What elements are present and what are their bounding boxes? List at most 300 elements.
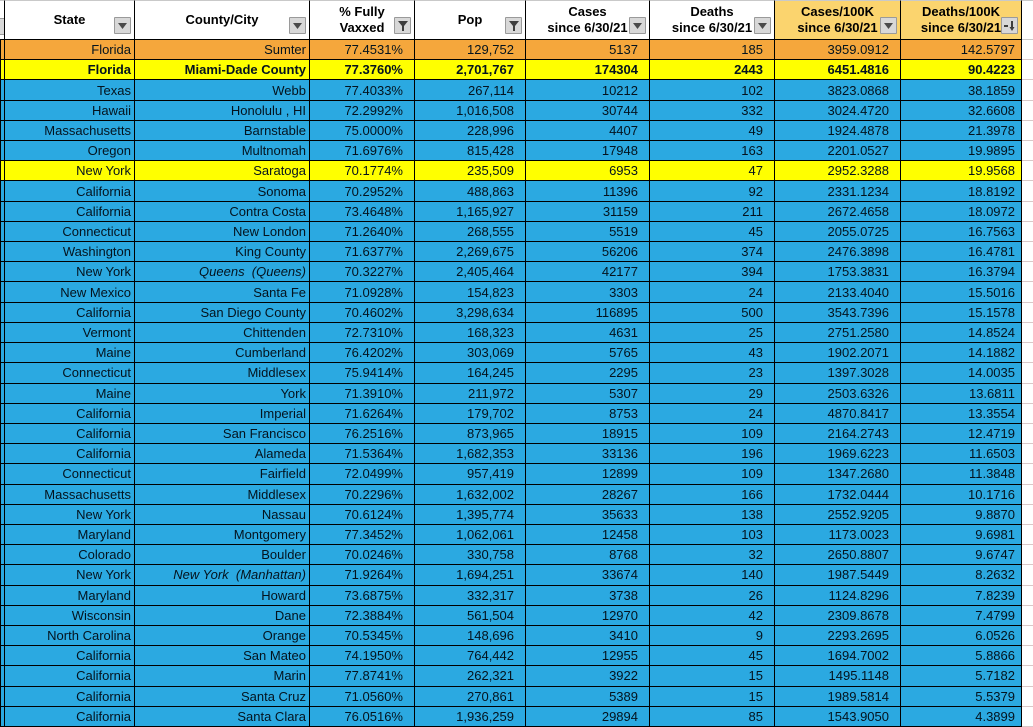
cell-state[interactable]: Connecticut — [5, 464, 135, 484]
cell-deaths_100k[interactable]: 9.6981 — [901, 525, 1022, 545]
cell-deaths[interactable]: 211 — [650, 202, 775, 222]
cell-deaths_100k[interactable]: 19.9568 — [901, 161, 1022, 181]
cell-cases_100k[interactable]: 4870.8417 — [775, 404, 901, 424]
cell-deaths[interactable]: 9 — [650, 626, 775, 646]
cell-county[interactable]: San Mateo — [135, 646, 310, 666]
cell-county[interactable]: Queens (Queens) — [135, 262, 310, 282]
cell-deaths_100k[interactable]: 11.6503 — [901, 444, 1022, 464]
cell-cases_100k[interactable]: 1543.9050 — [775, 707, 901, 727]
cell-vaxxed[interactable]: 71.2640% — [310, 222, 415, 242]
cell-county[interactable]: Sonoma — [135, 181, 310, 201]
cell-pop[interactable]: 267,114 — [415, 80, 526, 100]
cell-cases[interactable]: 29894 — [526, 707, 650, 727]
cell-cases_100k[interactable]: 2751.2580 — [775, 323, 901, 343]
cell-cases[interactable]: 8768 — [526, 545, 650, 565]
cell-cases_100k[interactable]: 2650.8807 — [775, 545, 901, 565]
cell-cases_100k[interactable]: 3024.4720 — [775, 101, 901, 121]
cell-state[interactable]: New York — [5, 262, 135, 282]
cell-vaxxed[interactable]: 70.2296% — [310, 485, 415, 505]
cell-deaths_100k[interactable]: 4.3899 — [901, 707, 1022, 727]
cell-deaths[interactable]: 196 — [650, 444, 775, 464]
cell-state[interactable]: New York — [5, 565, 135, 585]
cell-deaths[interactable]: 140 — [650, 565, 775, 585]
header-label: County/City — [185, 12, 259, 27]
header-pop[interactable] — [415, 0, 526, 40]
cell-deaths_100k[interactable]: 18.0972 — [901, 202, 1022, 222]
cell-deaths_100k[interactable]: 5.8866 — [901, 646, 1022, 666]
cell-deaths[interactable]: 23 — [650, 363, 775, 383]
cell-county[interactable]: Marin — [135, 666, 310, 686]
cell-deaths_100k[interactable]: 18.8192 — [901, 181, 1022, 201]
cell-vaxxed[interactable]: 70.4602% — [310, 303, 415, 323]
cell-state[interactable]: California — [5, 666, 135, 686]
cell-vaxxed[interactable]: 75.9414% — [310, 363, 415, 383]
cell-county[interactable]: Chittenden — [135, 323, 310, 343]
cell-deaths_100k[interactable]: 21.3978 — [901, 121, 1022, 141]
cell-state[interactable]: California — [5, 444, 135, 464]
cell-cases_100k[interactable]: 2164.2743 — [775, 424, 901, 444]
cell-pop[interactable]: 1,682,353 — [415, 444, 526, 464]
cell-deaths_100k[interactable]: 13.6811 — [901, 384, 1022, 404]
cell-deaths[interactable]: 109 — [650, 424, 775, 444]
header-label: Deaths — [690, 4, 734, 19]
cell-vaxxed[interactable]: 71.9264% — [310, 565, 415, 585]
cell-state[interactable]: New York — [5, 161, 135, 181]
cell-cases[interactable]: 3410 — [526, 626, 650, 646]
cell-cases[interactable]: 12955 — [526, 646, 650, 666]
cell-state[interactable]: Hawaii — [5, 101, 135, 121]
cell-cases[interactable]: 42177 — [526, 262, 650, 282]
cell-pop[interactable]: 303,069 — [415, 343, 526, 363]
cell-pop[interactable]: 957,419 — [415, 464, 526, 484]
cell-vaxxed[interactable]: 72.2992% — [310, 101, 415, 121]
cell-pop[interactable]: 330,758 — [415, 545, 526, 565]
cell-pop[interactable]: 268,555 — [415, 222, 526, 242]
cell-deaths_100k[interactable]: 14.1882 — [901, 343, 1022, 363]
cell-vaxxed[interactable]: 71.6377% — [310, 242, 415, 262]
cell-county[interactable]: York — [135, 384, 310, 404]
cell-cases[interactable]: 5765 — [526, 343, 650, 363]
cell-vaxxed[interactable]: 77.3760% — [310, 60, 415, 80]
cell-state[interactable]: Maryland — [5, 525, 135, 545]
cell-deaths_100k[interactable]: 90.4223 — [901, 60, 1022, 80]
cell-county[interactable]: Saratoga — [135, 161, 310, 181]
header-label: since 6/30/21 — [920, 20, 1002, 35]
cell-cases_100k[interactable]: 2952.3288 — [775, 161, 901, 181]
cell-cases[interactable]: 31159 — [526, 202, 650, 222]
cell-cases_100k[interactable]: 2309.8678 — [775, 606, 901, 626]
cell-county[interactable]: San Francisco — [135, 424, 310, 444]
cell-vaxxed[interactable]: 73.4648% — [310, 202, 415, 222]
cell-deaths_100k[interactable]: 14.0035 — [901, 363, 1022, 383]
cell-cases[interactable]: 11396 — [526, 181, 650, 201]
cell-pop[interactable]: 168,323 — [415, 323, 526, 343]
cell-county[interactable]: Boulder — [135, 545, 310, 565]
cell-deaths[interactable]: 26 — [650, 586, 775, 606]
cell-state[interactable]: Massachusetts — [5, 121, 135, 141]
cell-cases[interactable]: 18915 — [526, 424, 650, 444]
cell-state[interactable]: California — [5, 303, 135, 323]
cell-vaxxed[interactable]: 70.3227% — [310, 262, 415, 282]
cell-deaths[interactable]: 47 — [650, 161, 775, 181]
cell-state[interactable]: Colorado — [5, 545, 135, 565]
cell-pop[interactable]: 1,936,259 — [415, 707, 526, 727]
cell-deaths_100k[interactable]: 14.8524 — [901, 323, 1022, 343]
cell-county[interactable]: San Diego County — [135, 303, 310, 323]
cell-state[interactable]: Oregon — [5, 141, 135, 161]
cell-deaths_100k[interactable]: 5.7182 — [901, 666, 1022, 686]
cell-deaths_100k[interactable]: 8.2632 — [901, 565, 1022, 585]
cell-cases_100k[interactable]: 2552.9205 — [775, 505, 901, 525]
cell-deaths_100k[interactable]: 9.6747 — [901, 545, 1022, 565]
cell-county[interactable]: Fairfield — [135, 464, 310, 484]
cell-county[interactable]: Santa Fe — [135, 282, 310, 302]
cell-cases[interactable]: 116895 — [526, 303, 650, 323]
cell-vaxxed[interactable]: 72.0499% — [310, 464, 415, 484]
cell-cases[interactable]: 17948 — [526, 141, 650, 161]
cell-state[interactable]: Connecticut — [5, 363, 135, 383]
cell-deaths[interactable]: 185 — [650, 40, 775, 60]
cell-cases_100k[interactable]: 1124.8296 — [775, 586, 901, 606]
cell-cases_100k[interactable]: 1989.5814 — [775, 687, 901, 707]
cell-deaths_100k[interactable]: 13.3554 — [901, 404, 1022, 424]
cell-vaxxed[interactable]: 70.5345% — [310, 626, 415, 646]
row-right-margin — [1022, 444, 1033, 464]
cell-pop[interactable]: 154,823 — [415, 282, 526, 302]
cell-state[interactable]: Florida — [5, 40, 135, 60]
cell-deaths_100k[interactable]: 6.0526 — [901, 626, 1022, 646]
cell-county[interactable]: New York (Manhattan) — [135, 565, 310, 585]
cell-pop[interactable]: 3,298,634 — [415, 303, 526, 323]
cell-county[interactable]: Alameda — [135, 444, 310, 464]
cell-cases_100k[interactable]: 1902.2071 — [775, 343, 901, 363]
cell-county[interactable]: New London — [135, 222, 310, 242]
cell-pop[interactable]: 270,861 — [415, 687, 526, 707]
cell-deaths[interactable]: 374 — [650, 242, 775, 262]
cell-deaths_100k[interactable]: 15.1578 — [901, 303, 1022, 323]
cell-vaxxed[interactable]: 77.4033% — [310, 80, 415, 100]
dropdown-icon[interactable] — [289, 17, 306, 34]
cell-deaths_100k[interactable]: 142.5797 — [901, 40, 1022, 60]
cell-pop[interactable]: 488,863 — [415, 181, 526, 201]
cell-cases[interactable]: 12970 — [526, 606, 650, 626]
cell-deaths[interactable]: 394 — [650, 262, 775, 282]
cell-vaxxed[interactable]: 76.0516% — [310, 707, 415, 727]
cell-deaths_100k[interactable]: 12.4719 — [901, 424, 1022, 444]
cell-cases_100k[interactable]: 3959.0912 — [775, 40, 901, 60]
cell-vaxxed[interactable]: 71.6264% — [310, 404, 415, 424]
cell-vaxxed[interactable]: 73.6875% — [310, 586, 415, 606]
cell-cases_100k[interactable]: 3823.0868 — [775, 80, 901, 100]
cell-cases_100k[interactable]: 2293.2695 — [775, 626, 901, 646]
cell-state[interactable]: Washington — [5, 242, 135, 262]
cell-vaxxed[interactable]: 75.0000% — [310, 121, 415, 141]
cell-cases_100k[interactable]: 1694.7002 — [775, 646, 901, 666]
cell-deaths_100k[interactable]: 16.3794 — [901, 262, 1022, 282]
cell-deaths[interactable]: 29 — [650, 384, 775, 404]
cell-cases_100k[interactable]: 2331.1234 — [775, 181, 901, 201]
cell-deaths[interactable]: 103 — [650, 525, 775, 545]
cell-deaths_100k[interactable]: 32.6608 — [901, 101, 1022, 121]
cell-pop[interactable]: 2,269,675 — [415, 242, 526, 262]
cell-cases[interactable]: 4407 — [526, 121, 650, 141]
cell-vaxxed[interactable]: 70.2952% — [310, 181, 415, 201]
cell-county[interactable]: Honolulu , HI — [135, 101, 310, 121]
sort-desc-icon[interactable] — [1001, 17, 1018, 34]
cell-cases[interactable]: 33136 — [526, 444, 650, 464]
cell-vaxxed[interactable]: 71.0928% — [310, 282, 415, 302]
dropdown-icon[interactable] — [880, 17, 897, 34]
cell-cases_100k[interactable]: 1732.0444 — [775, 485, 901, 505]
cell-state[interactable]: Maryland — [5, 586, 135, 606]
cell-county[interactable]: Orange — [135, 626, 310, 646]
cell-state[interactable]: California — [5, 646, 135, 666]
dropdown-icon[interactable] — [629, 17, 646, 34]
cell-vaxxed[interactable]: 77.4531% — [310, 40, 415, 60]
cell-deaths_100k[interactable]: 16.4781 — [901, 242, 1022, 262]
cell-vaxxed[interactable]: 77.8741% — [310, 666, 415, 686]
cell-county[interactable]: Montgomery — [135, 525, 310, 545]
cell-deaths[interactable]: 109 — [650, 464, 775, 484]
header-deaths_100k[interactable] — [901, 0, 1022, 40]
cell-pop[interactable]: 815,428 — [415, 141, 526, 161]
cell-county[interactable]: Multnomah — [135, 141, 310, 161]
cell-county[interactable]: Santa Cruz — [135, 687, 310, 707]
cell-state[interactable]: California — [5, 687, 135, 707]
cell-cases[interactable]: 5389 — [526, 687, 650, 707]
cell-state[interactable]: California — [5, 424, 135, 444]
cell-state[interactable]: California — [5, 181, 135, 201]
cell-cases[interactable]: 5137 — [526, 40, 650, 60]
cell-deaths[interactable]: 24 — [650, 404, 775, 424]
header-label: since 6/30/21 — [547, 20, 628, 35]
cell-pop[interactable]: 1,395,774 — [415, 505, 526, 525]
cell-county[interactable]: Miami-Dade County — [135, 60, 310, 80]
cell-state[interactable]: Maine — [5, 384, 135, 404]
cell-deaths[interactable]: 85 — [650, 707, 775, 727]
cell-deaths_100k[interactable]: 16.7563 — [901, 222, 1022, 242]
cell-cases_100k[interactable]: 1495.1148 — [775, 666, 901, 686]
header-state[interactable] — [5, 0, 135, 40]
cell-cases_100k[interactable]: 2133.4040 — [775, 282, 901, 302]
cell-county[interactable]: Middlesex — [135, 363, 310, 383]
cell-deaths[interactable]: 102 — [650, 80, 775, 100]
cell-deaths[interactable]: 24 — [650, 282, 775, 302]
cell-vaxxed[interactable]: 70.6124% — [310, 505, 415, 525]
cell-cases[interactable]: 3303 — [526, 282, 650, 302]
cell-cases_100k[interactable]: 1969.6223 — [775, 444, 901, 464]
cell-vaxxed[interactable]: 71.0560% — [310, 687, 415, 707]
cell-cases[interactable]: 6953 — [526, 161, 650, 181]
cell-vaxxed[interactable]: 74.1950% — [310, 646, 415, 666]
cell-deaths[interactable]: 15 — [650, 666, 775, 686]
cell-pop[interactable]: 1,062,061 — [415, 525, 526, 545]
cell-county[interactable]: Barnstable — [135, 121, 310, 141]
cell-cases[interactable]: 3922 — [526, 666, 650, 686]
cell-cases_100k[interactable]: 2476.3898 — [775, 242, 901, 262]
cell-state[interactable]: California — [5, 202, 135, 222]
row-right-margin — [1022, 687, 1033, 707]
cell-cases_100k[interactable]: 3543.7396 — [775, 303, 901, 323]
cell-deaths[interactable]: 43 — [650, 343, 775, 363]
cell-deaths[interactable]: 138 — [650, 505, 775, 525]
cell-pop[interactable]: 2,405,464 — [415, 262, 526, 282]
header-cases[interactable] — [526, 0, 650, 40]
cell-county[interactable]: Nassau — [135, 505, 310, 525]
cell-deaths[interactable]: 45 — [650, 646, 775, 666]
cell-state[interactable]: New York — [5, 505, 135, 525]
cell-cases[interactable]: 4631 — [526, 323, 650, 343]
cell-state[interactable]: California — [5, 404, 135, 424]
cell-state[interactable]: Vermont — [5, 323, 135, 343]
row-right-margin — [1022, 343, 1033, 363]
header-county[interactable] — [135, 0, 310, 40]
cell-cases[interactable]: 33674 — [526, 565, 650, 585]
cell-county[interactable]: Howard — [135, 586, 310, 606]
cell-cases[interactable]: 12458 — [526, 525, 650, 545]
cell-deaths_100k[interactable]: 10.1716 — [901, 485, 1022, 505]
cell-deaths[interactable]: 332 — [650, 101, 775, 121]
cell-deaths[interactable]: 49 — [650, 121, 775, 141]
cell-state[interactable]: Texas — [5, 80, 135, 100]
cell-pop[interactable]: 129,752 — [415, 40, 526, 60]
cell-pop[interactable]: 211,972 — [415, 384, 526, 404]
cell-deaths_100k[interactable]: 5.5379 — [901, 687, 1022, 707]
cell-vaxxed[interactable]: 71.5364% — [310, 444, 415, 464]
cell-cases[interactable]: 2295 — [526, 363, 650, 383]
row-right-margin — [1022, 80, 1033, 100]
cell-deaths[interactable]: 45 — [650, 222, 775, 242]
cell-pop[interactable]: 1,165,927 — [415, 202, 526, 222]
cell-deaths_100k[interactable]: 15.5016 — [901, 282, 1022, 302]
header-label: State — [53, 12, 86, 27]
cell-cases_100k[interactable]: 1173.0023 — [775, 525, 901, 545]
cell-deaths[interactable]: 25 — [650, 323, 775, 343]
cell-deaths[interactable]: 92 — [650, 181, 775, 201]
header-label: since 6/30/21 — [671, 20, 753, 35]
cell-county[interactable]: King County — [135, 242, 310, 262]
cell-cases[interactable]: 35633 — [526, 505, 650, 525]
cell-pop[interactable]: 332,317 — [415, 586, 526, 606]
cell-cases_100k[interactable]: 1397.3028 — [775, 363, 901, 383]
cell-county[interactable]: Imperial — [135, 404, 310, 424]
cell-deaths[interactable]: 42 — [650, 606, 775, 626]
cell-vaxxed[interactable]: 71.6976% — [310, 141, 415, 161]
cell-vaxxed[interactable]: 76.2516% — [310, 424, 415, 444]
cell-vaxxed[interactable]: 72.3884% — [310, 606, 415, 626]
cell-cases_100k[interactable]: 2672.4658 — [775, 202, 901, 222]
cell-state[interactable]: Florida — [5, 60, 135, 80]
cell-pop[interactable]: 873,965 — [415, 424, 526, 444]
header-deaths[interactable] — [650, 0, 775, 40]
cell-vaxxed[interactable]: 70.1774% — [310, 161, 415, 181]
cell-vaxxed[interactable]: 72.7310% — [310, 323, 415, 343]
cell-county[interactable]: Sumter — [135, 40, 310, 60]
cell-deaths[interactable]: 163 — [650, 141, 775, 161]
cell-cases[interactable]: 12899 — [526, 464, 650, 484]
dropdown-icon[interactable] — [114, 17, 131, 34]
cell-state[interactable]: North Carolina — [5, 626, 135, 646]
cell-cases[interactable]: 5307 — [526, 384, 650, 404]
cell-county[interactable]: Contra Costa — [135, 202, 310, 222]
cell-vaxxed[interactable]: 71.3910% — [310, 384, 415, 404]
cell-cases_100k[interactable]: 2503.6326 — [775, 384, 901, 404]
cell-deaths[interactable]: 15 — [650, 687, 775, 707]
cell-deaths[interactable]: 2443 — [650, 60, 775, 80]
cell-deaths[interactable]: 32 — [650, 545, 775, 565]
funnel-icon[interactable] — [394, 17, 411, 34]
cell-deaths[interactable]: 500 — [650, 303, 775, 323]
cell-deaths[interactable]: 166 — [650, 485, 775, 505]
cell-vaxxed[interactable]: 77.3452% — [310, 525, 415, 545]
cell-deaths_100k[interactable]: 7.4799 — [901, 606, 1022, 626]
cell-pop[interactable]: 2,701,767 — [415, 60, 526, 80]
cell-county[interactable]: Webb — [135, 80, 310, 100]
cell-state[interactable]: California — [5, 707, 135, 727]
cell-state[interactable]: Connecticut — [5, 222, 135, 242]
cell-cases_100k[interactable]: 1987.5449 — [775, 565, 901, 585]
cell-cases_100k[interactable]: 6451.4816 — [775, 60, 901, 80]
cell-cases_100k[interactable]: 1753.3831 — [775, 262, 901, 282]
cell-vaxxed[interactable]: 76.4202% — [310, 343, 415, 363]
cell-state[interactable]: Wisconsin — [5, 606, 135, 626]
cell-state[interactable]: Maine — [5, 343, 135, 363]
cell-pop[interactable]: 1,632,002 — [415, 485, 526, 505]
cell-cases_100k[interactable]: 1924.4878 — [775, 121, 901, 141]
cell-pop[interactable]: 262,321 — [415, 666, 526, 686]
cell-pop[interactable]: 179,702 — [415, 404, 526, 424]
cell-state[interactable]: New Mexico — [5, 282, 135, 302]
cell-deaths_100k[interactable]: 7.8239 — [901, 586, 1022, 606]
cell-pop[interactable]: 228,996 — [415, 121, 526, 141]
cell-cases[interactable]: 56206 — [526, 242, 650, 262]
cell-cases[interactable]: 28267 — [526, 485, 650, 505]
cell-cases_100k[interactable]: 2055.0725 — [775, 222, 901, 242]
cell-county[interactable]: Cumberland — [135, 343, 310, 363]
cell-county[interactable]: Santa Clara — [135, 707, 310, 727]
cell-deaths_100k[interactable]: 9.8870 — [901, 505, 1022, 525]
cell-pop[interactable]: 764,442 — [415, 646, 526, 666]
cell-deaths_100k[interactable]: 11.3848 — [901, 464, 1022, 484]
cell-deaths_100k[interactable]: 38.1859 — [901, 80, 1022, 100]
cell-cases[interactable]: 30744 — [526, 101, 650, 121]
cell-county[interactable]: Dane — [135, 606, 310, 626]
cell-county[interactable]: Middlesex — [135, 485, 310, 505]
cell-pop[interactable]: 148,696 — [415, 626, 526, 646]
cell-cases[interactable]: 10212 — [526, 80, 650, 100]
cell-cases_100k[interactable]: 1347.2680 — [775, 464, 901, 484]
cell-cases[interactable]: 8753 — [526, 404, 650, 424]
row-right-margin — [1022, 121, 1033, 141]
cell-pop[interactable]: 1,694,251 — [415, 565, 526, 585]
cell-state[interactable]: Massachusetts — [5, 485, 135, 505]
cell-pop[interactable]: 164,245 — [415, 363, 526, 383]
cell-cases[interactable]: 174304 — [526, 60, 650, 80]
cell-cases[interactable]: 5519 — [526, 222, 650, 242]
cell-pop[interactable]: 561,504 — [415, 606, 526, 626]
cell-cases_100k[interactable]: 2201.0527 — [775, 141, 901, 161]
cell-pop[interactable]: 1,016,508 — [415, 101, 526, 121]
header-vaxxed[interactable] — [310, 0, 415, 40]
dropdown-icon[interactable] — [754, 17, 771, 34]
row-right-margin — [1022, 222, 1033, 242]
cell-pop[interactable]: 235,509 — [415, 161, 526, 181]
funnel-icon[interactable] — [505, 17, 522, 34]
cell-deaths_100k[interactable]: 19.9895 — [901, 141, 1022, 161]
header-cases_100k[interactable] — [775, 0, 901, 40]
cell-vaxxed[interactable]: 70.0246% — [310, 545, 415, 565]
cell-cases[interactable]: 3738 — [526, 586, 650, 606]
